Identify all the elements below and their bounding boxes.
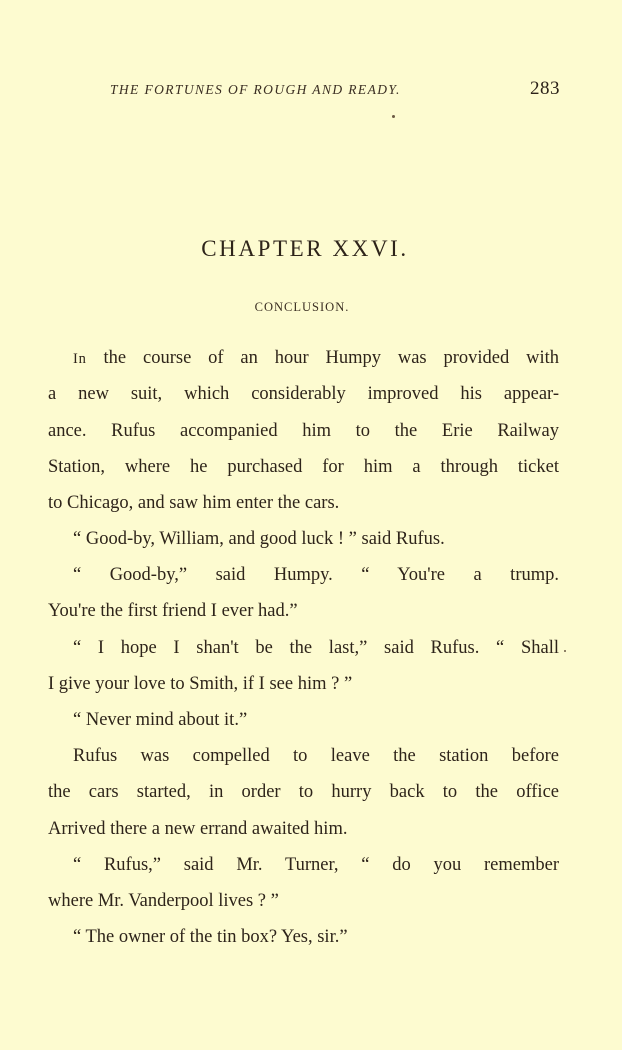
text-line: ance. Rufus accompanied him to the Erie Railway [48,421,559,441]
running-head [110,78,560,102]
text-line: “ Rufus,” said Mr. Turner, “ do you remember [73,855,559,875]
drop-word: In [73,351,87,367]
text-line: Station, where he purchased for him a through ticket [48,457,559,477]
line-text: the course of an hour Humpy was provided with [103,348,559,368]
running-title: THE FORTUNES OF ROUGH AND READY. [110,82,401,97]
ink-speck [392,115,395,118]
text-line: “ Good-by,” said Humpy. “ You're a trump. [73,565,559,585]
text-line: to Chicago, and saw him enter the cars. [48,493,340,513]
text-line [73,343,559,373]
text-line: “ I hope I shan't be the last,” said Rufus. “ Shall [73,638,559,658]
text-line: “ Good-by, William, and good luck ! ” said Rufus. [73,529,445,549]
text-line: I give your love to Smith, if I see him ? ” [48,674,353,694]
chapter-title: CHAPTER XXVI. [201,236,409,261]
chapter-subtitle: CONCLUSION. [254,300,350,314]
ink-speck [564,650,566,652]
text-line: “ The owner of the tin box? Yes, sir.” [73,927,348,947]
text-line: You're the first friend I ever had.” [48,601,298,621]
text-line: “ Never mind about it.” [73,710,248,730]
text-line: Rufus was compelled to leave the station before [73,746,559,766]
text-line: Arrived there a new errand awaited him. [48,819,348,839]
page-number: 283 [530,78,560,99]
text-line: a new suit, which considerably improved his appear- [48,384,559,404]
text-line: where Mr. Vanderpool lives ? ” [48,891,279,911]
text-line: the cars started, in order to hurry back to the office [48,782,559,802]
